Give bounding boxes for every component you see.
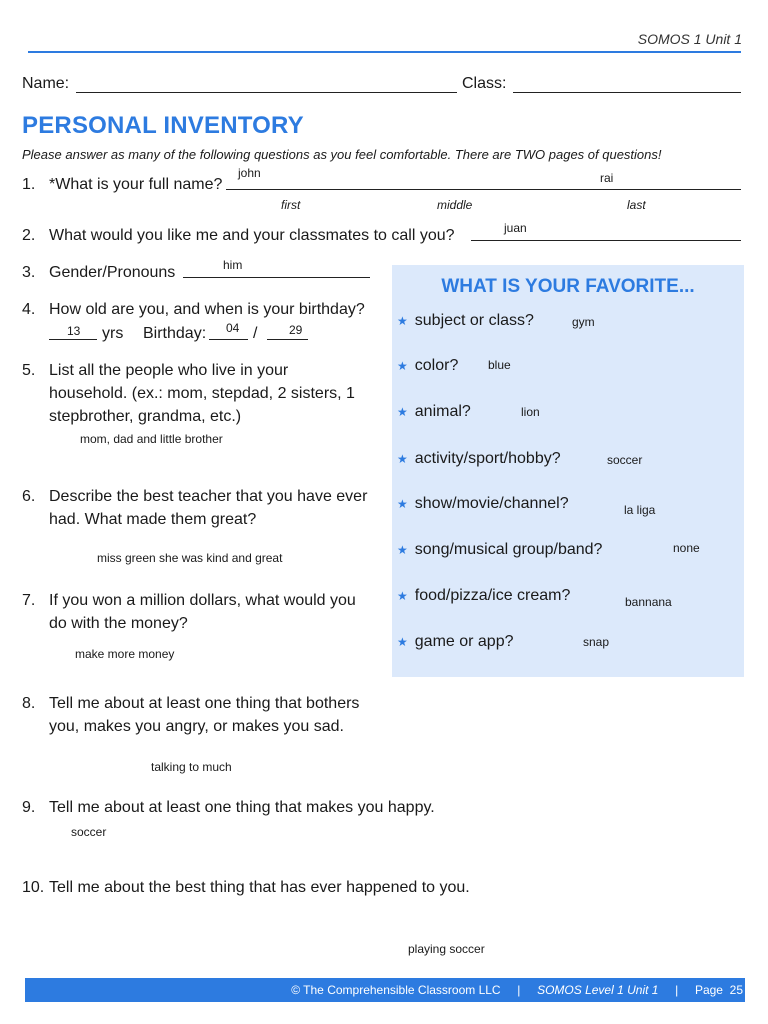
question-number: 4. xyxy=(22,301,36,318)
question-text: *What is your full name? xyxy=(49,176,223,193)
question-text: Gender/Pronouns xyxy=(49,264,176,281)
name-field[interactable] xyxy=(76,92,457,93)
sub-first: first xyxy=(281,198,301,212)
star-icon: ★ xyxy=(397,452,408,466)
favorite-item xyxy=(397,312,534,330)
footer-level: SOMOS Level 1 Unit 1 xyxy=(537,983,659,997)
pronouns-answer: him xyxy=(223,258,243,272)
favorite-item xyxy=(397,495,569,513)
question-number: 10. xyxy=(22,879,45,896)
last-name-answer: rai xyxy=(600,171,614,185)
favorite-answer: blue xyxy=(488,358,511,372)
sub-last: last xyxy=(627,198,646,212)
footer-copyright: © The Comprehensible Classroom LLC xyxy=(291,983,501,997)
question-text: What would you like me and your classmates to call you? xyxy=(49,227,455,244)
favorite-label: food/pizza/ice cream? xyxy=(414,587,571,604)
footer-page-label: Page xyxy=(694,983,723,997)
favorite-answer: la liga xyxy=(624,503,656,517)
class-field[interactable] xyxy=(513,92,741,93)
star-icon: ★ xyxy=(397,543,408,557)
best-thing-answer: playing soccer xyxy=(408,942,485,956)
footer-separator: | xyxy=(517,983,521,997)
question-line: Tell me about at least one thing that bothers xyxy=(49,695,360,712)
birth-month-answer: 04 xyxy=(226,321,240,335)
intro-text: Please answer as many of the following questions as you feel comfortable. There are TWO pages of questions! xyxy=(22,147,662,162)
favorite-answer: snap xyxy=(583,635,610,649)
question-line: stepbrother, grandma, etc.) xyxy=(49,408,242,425)
footer-text xyxy=(291,983,743,997)
question-number: 2. xyxy=(22,227,36,244)
class-label: Class: xyxy=(462,75,507,92)
favorite-label: animal? xyxy=(414,403,471,420)
favorites-title: WHAT IS YOUR FAVORITE... xyxy=(441,276,695,297)
yrs-label: yrs xyxy=(102,325,124,342)
favorite-item xyxy=(397,403,471,421)
favorite-item xyxy=(397,633,514,651)
favorite-answer: lion xyxy=(521,405,540,419)
favorite-answer: soccer xyxy=(607,453,643,467)
teacher-answer: miss green she was kind and great xyxy=(97,551,283,565)
question-text: How old are you, and when is your birthday? xyxy=(49,301,365,318)
star-icon: ★ xyxy=(397,497,408,511)
question-text: Tell me about at least one thing that makes you happy. xyxy=(49,799,435,816)
question-text: Tell me about the best thing that has ever happened to you. xyxy=(49,879,470,896)
star-icon: ★ xyxy=(397,314,408,328)
question-line: Describe the best teacher that you have ever xyxy=(49,488,368,505)
sub-middle: middle xyxy=(437,198,473,212)
question-number: 8. xyxy=(22,695,36,712)
question-6 xyxy=(22,485,392,531)
question-number: 7. xyxy=(22,592,36,609)
happy-answer: soccer xyxy=(71,825,107,839)
favorite-label: show/movie/channel? xyxy=(414,495,569,512)
question-line: If you won a million dollars, what would you xyxy=(49,592,356,609)
birthday-label: Birthday: xyxy=(143,325,207,342)
star-icon: ★ xyxy=(397,589,408,603)
birth-month-field[interactable] xyxy=(209,339,248,340)
question-7 xyxy=(22,589,392,635)
question-number: 6. xyxy=(22,488,36,505)
nickname-field[interactable] xyxy=(471,240,741,241)
pronouns-field[interactable] xyxy=(183,277,370,278)
question-line: do with the money? xyxy=(49,615,188,632)
question-line: had. What made them great? xyxy=(49,511,257,528)
birth-day-field[interactable] xyxy=(267,339,308,340)
question-line: household. (ex.: mom, stepdad, 2 sisters, 1 xyxy=(49,385,355,402)
birth-day-answer: 29 xyxy=(289,323,303,337)
favorite-item xyxy=(397,541,602,559)
star-icon: ★ xyxy=(397,635,408,649)
question-number: 5. xyxy=(22,362,36,379)
question-line: List all the people who live in your xyxy=(49,362,289,379)
star-icon: ★ xyxy=(397,405,408,419)
question-number: 9. xyxy=(22,799,36,816)
favorite-label: game or app? xyxy=(414,633,514,650)
favorite-answer: none xyxy=(673,541,700,555)
birthday-slash: / xyxy=(253,325,258,342)
footer-separator: | xyxy=(675,983,679,997)
question-number: 3. xyxy=(22,264,36,281)
favorite-answer: gym xyxy=(572,315,595,329)
full-name-field[interactable] xyxy=(226,189,741,190)
household-answer: mom, dad and little brother xyxy=(80,432,223,446)
bothers-answer: talking to much xyxy=(151,760,232,774)
question-line: you, makes you angry, or makes you sad. xyxy=(49,718,344,735)
favorite-label: song/musical group/band? xyxy=(414,541,603,558)
first-name-answer: john xyxy=(238,166,261,180)
page-title: PERSONAL INVENTORY xyxy=(22,112,304,139)
star-icon: ★ xyxy=(397,359,408,373)
footer-page-number: 25 xyxy=(729,983,743,997)
question-5 xyxy=(22,359,392,428)
age-answer: 13 xyxy=(67,324,81,338)
header-rule xyxy=(28,51,741,53)
favorite-label: subject or class? xyxy=(414,312,534,329)
name-label: Name: xyxy=(22,75,70,92)
question-8 xyxy=(22,692,402,738)
favorite-label: activity/sport/hobby? xyxy=(414,450,561,467)
favorite-item xyxy=(397,587,570,605)
age-field[interactable] xyxy=(49,339,97,340)
favorite-label: color? xyxy=(414,357,459,374)
unit-label: SOMOS 1 Unit 1 xyxy=(637,31,742,47)
question-number: 1. xyxy=(22,176,36,193)
favorite-item xyxy=(397,450,561,468)
nickname-answer: juan xyxy=(504,221,527,235)
million-answer: make more money xyxy=(75,647,175,661)
favorite-answer: bannana xyxy=(625,595,672,609)
favorite-item xyxy=(397,357,458,375)
